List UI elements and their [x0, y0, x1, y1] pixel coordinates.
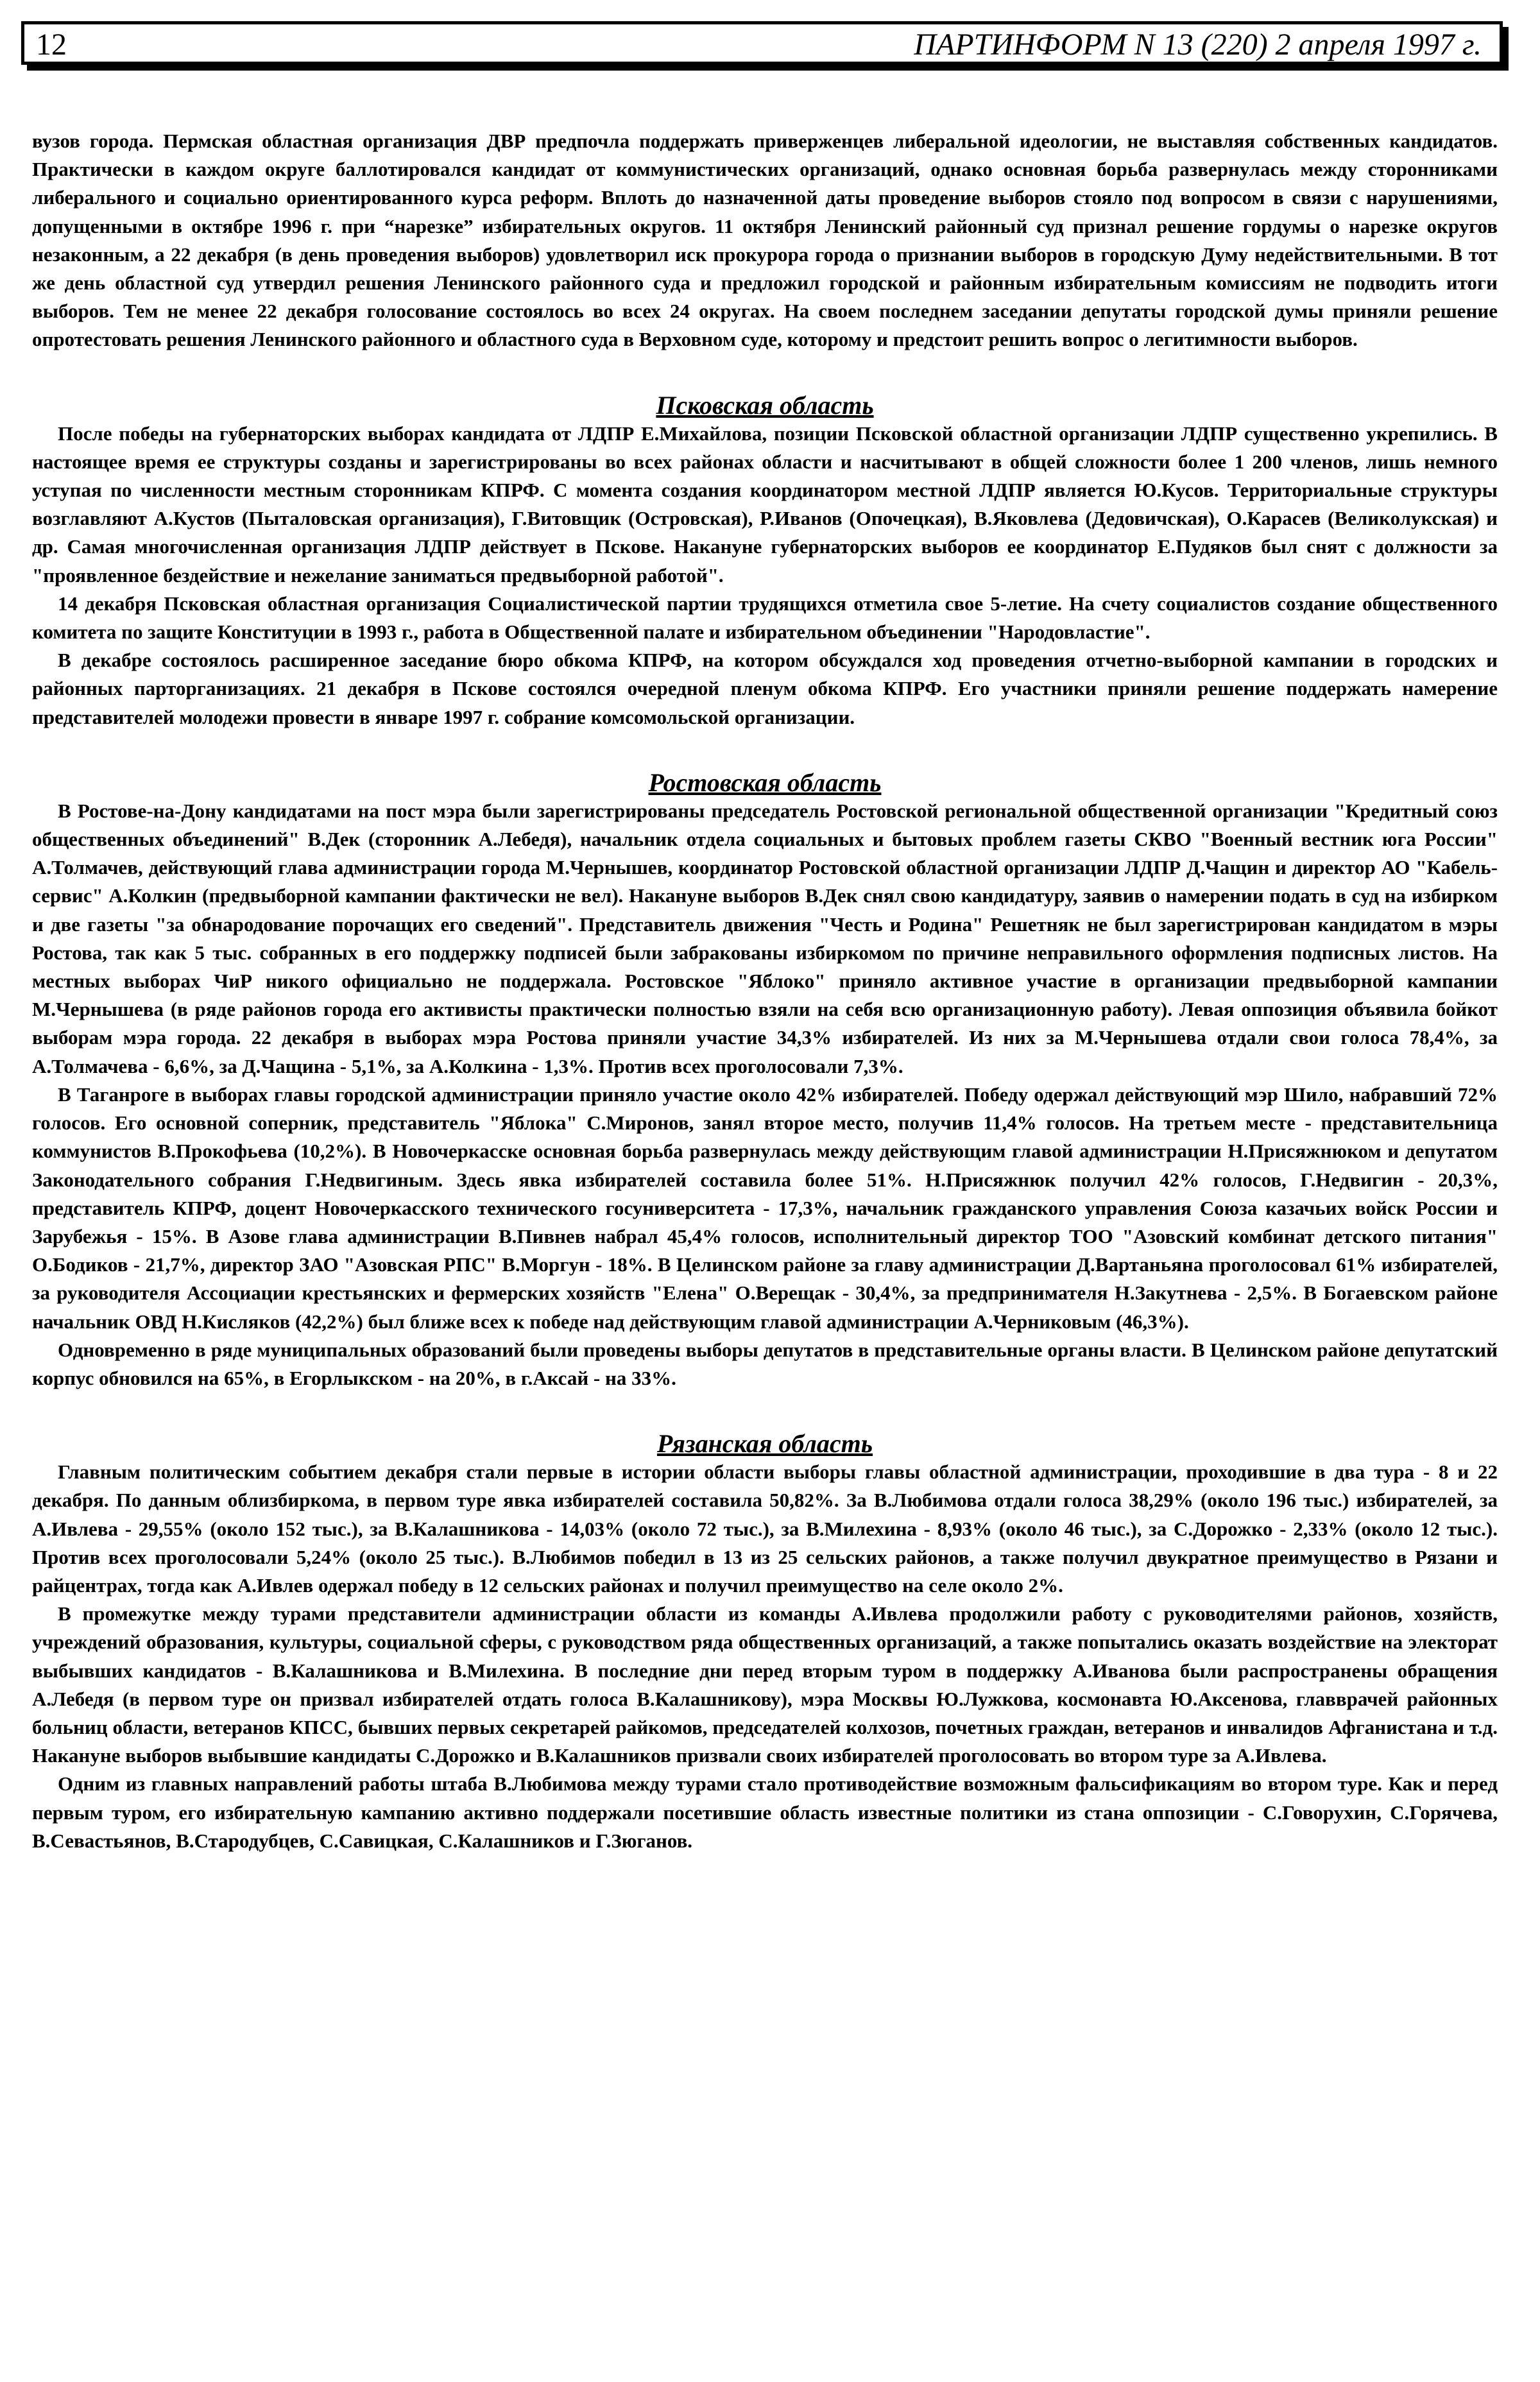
article-body [32, 127, 1498, 1855]
paragraph: В Ростове-на-Дону кандидатами на пост мэра были зарегистрированы председатель Ростовской региональной общественной организации "Кредитный союз общественных объединений" В.Дек (сторонник А.Лебедя), начальник отдела социальных и бытовых проблем газеты СКВО "Военный вестник юга России" А.Толмачев, действующий глава администрации города М.Чернышев, координатор Ростовской областной организации ЛДПР Д.Чащин и директор АО "Кабель-сервис" А.Колкин (предвыборной кампании фактически не вел). Накануне выборов В.Дек снял свою кандидатуру, заявив о намерении подать в суд на избирком и две газеты "за обнародование порочащих его сведений". Представитель движения "Честь и Родина" Решетняк не был зарегистрирован кандидатом в мэры Ростова, так как 5 тыс. собранных в его поддержку подписей были забракованы избиркомом по причине неправильного оформления подписных листов. На местных выборах ЧиР никого официально не поддержала. Ростовское "Яблоко" приняло активное участие в организации предвыборной кампании М.Чернышева (в ряде районов города его активисты практически полностью взяли на себя всю организационную работу). Левая оппозиция объявила бойкот выборам мэра города. 22 декабря в выборах мэра Ростова приняли участие 34,3% избирателей. Из них за М.Чернышева отдали свои голоса 78,4%, за А.Толмачева - 6,6%, за Д.Чащина - 5,1%, за А.Колкина - 1,3%. Против всех проголосовали 7,3%. [32, 799, 1498, 1077]
paragraph: В Таганроге в выборах главы городской администрации приняло участие около 42% избирателей. Победу одержал действующий мэр Шило, набравший 72% голосов. Его основной соперник, представитель "Яблока" С.Миронов, занял второе место, получив 11,4% голосов. На третьем месте - представительница коммунистов В.Прокофьева (10,2%). В Новочеркасске основная борьба развернулась между действующим главой администрации Н.Присяжнюком и депутатом Законодательного собрания Г.Недвигиным. Здесь явка избирателей составила более 51%. Н.Присяжнюк получил 42% голосов, Г.Недвигин - 20,3%, представитель КПРФ, доцент Новочеркасского технического госуниверситета - 17,3%, начальник гражданского управления Союза казачьих войск России и Зарубежья - 15%. В Азове глава администрации В.Пивнев набрал 45,4% голосов, исполнительный директор ТОО "Азовский комбинат детского питания" О.Бодиков - 21,7%, директор ЗАО "Азовская РПС" В.Моргун - 18%. В Целинском районе за главу администрации Д.Вартаньяна проголосовал 61% избирателей, за руководителя Ассоциации крестьянских и фермерских хозяйств "Елена" О.Верещак - 30,4%, за предпринимателя Н.Закутнева - 2,5%. В Богаевском районе начальник ОВД Н.Кисляков (42,2%) был ближе всех к победе над действующим главой администрации А.Черниковым (46,3%). [32, 1083, 1498, 1333]
section-pskov [32, 391, 1498, 732]
paragraph: Одним из главных направлений работы штаба В.Любимова между турами стало противодействие возможным фальсификациям во втором туре. Как и перед первым туром, его избирательную кампанию активно поддержали посетившие область известные политики из стана оппозиции - С.Говорухин, С.Горячева, В.Севастьянов, В.Стародубцев, С.Савицкая, С.Калашников и Г.Зюганов. [32, 1772, 1498, 1852]
page-header [21, 21, 1503, 65]
section-rostov [32, 769, 1498, 1392]
intro-section [32, 127, 1498, 354]
page-number: 12 [36, 28, 67, 62]
section-heading-rostov: Ростовская область [648, 767, 882, 797]
paragraph: В промежутке между турами представители администрации области из команды А.Ивлева продолжили работу с руководителями районов, хозяйств, учреждений образования, культуры, социальной сферы, с руководством ряда общественных организаций, а также попытались оказать воздействие на электорат выбывших кандидатов - В.Калашникова и В.Милехина. В последние дни перед вторым туром в поддержку А.Иванова были распространены обращения А.Лебедя (в первом туре он призвал избирателей отдать голоса В.Калашникову), мэра Москвы Ю.Лужкова, космонавта Ю.Аксенова, главврачей районных больниц области, ветеранов КПСС, бывших первых секретарей райкомов, председателей колхозов, почетных граждан, ветеранов и инвалидов Афганистана и т.д. Накануне выборов выбывшие кандидаты С.Дорожко и В.Калашников призвали своих избирателей проголосовать во втором туре за А.Ивлева. [32, 1602, 1498, 1767]
section-heading-ryazan: Рязанская область [656, 1429, 873, 1459]
paragraph: Главным политическим событием декабря стали первые в истории области выборы главы областной администрации, проходившие в два тура - 8 и 22 декабря. По данным облизбиркома, в первом туре явка избирателей составила 50,82%. За В.Любимова отдали голоса 38,29% (около 196 тыс.) избирателей, за А.Ивлева - 29,55% (около 152 тыс.), за В.Калашникова - 14,03% (около 72 тыс.), за В.Милехина - 8,93% (около 46 тыс.), за С.Дорожко - 2,33% (около 12 тыс.). Против всех проголосовали 5,24% (около 25 тыс.). В.Любимов победил в 13 из 25 сельских районов, а также получил двукратное преимущество в Рязани и райцентрах, тогда как А.Ивлев одержал победу в 12 сельских районах и получил преимущество на селе около 2%. [32, 1461, 1498, 1597]
section-ryazan [32, 1430, 1498, 1855]
section-heading-pskov: Псковская область [656, 390, 874, 420]
intro-paragraph: вузов города. Пермская областная организация ДВР предпочла поддержать приверженцев либеральной идеологии, не выставляя собственных кандидатов. Практически в каждом округе баллотировался кандидат от коммунистических организаций, однако основная борьба развернулась между сторонниками либерального и социально ориентированного курса реформ. Вплоть до назначенной даты проведение выборов стояло под вопросом в связи с нарушениями, допущенными в октябре 1996 г. при “нарезке” избирательных округов. 11 октября Ленинский районный суд признал решение гордумы о нарезке округов незаконным, а 22 декабря (в день проведения выборов) удовлетворил иск прокурора города о признании выборов в городскую Думу недействительными. В тот же день областной суд утвердил решения Ленинского районного суда и предложил городской и районным избирательным комиссиям не подводить итоги выборов. Тем не менее 22 декабря голосование состоялось во всех 24 округах. На своем последнем заседании депутаты городской думы приняли решение опротестовать решения Ленинского районного и областного суда в Верховном суде, которому и предстоит решить вопрос о легитимности выборов. [32, 130, 1498, 351]
running-title: ПАРТИНФОРМ N 13 (220) 2 апреля 1997 г. [914, 28, 1482, 62]
paragraph: 14 декабря Псковская областная организация Социалистической партии трудящихся отметила свое 5-летие. На счету социалистов создание общественного комитета по защите Конституции в 1993 г., работа в Общественной палате и избирательном объединении "Народовластие". [32, 592, 1498, 644]
paragraph: В декабре состоялось расширенное заседание бюро обкома КПРФ, на котором обсуждался ход проведения отчетно-выборной кампании в городских и районных парторганизациях. 21 декабря в Пскове состоялся очередной пленум обкома КПРФ. Его участники приняли решение поддержать намерение представителей молодежи провести в январе 1997 г. собрание комсомольской организации. [32, 649, 1498, 728]
paragraph: Одновременно в ряде муниципальных образований были проведены выборы депутатов в представительные органы власти. В Целинском районе депутатский корпус обновился на 65%, в Егорлыкском - на 20%, в г.Аксай - на 33%. [32, 1338, 1498, 1389]
paragraph: После победы на губернаторских выборах кандидата от ЛДПР Е.Михайлова, позиции Псковской областной организации ЛДПР существенно укрепились. В настоящее время ее структуры созданы и зарегистрированы во всех районах области и насчитывают в общей сложности более 1 200 членов, лишь немного уступая по численности местным сторонникам КПРФ. С момента создания координатором местной ЛДПР является Ю.Кусов. Территориальные структуры возглавляют А.Кустов (Пыталовская организация), Г.Витовщик (Островская), Р.Иванов (Опочецкая), В.Яковлева (Дедовичская), О.Карасев (Великолукская) и др. Самая многочисленная организация ЛДПР действует в Пскове. Накануне губернаторских выборов ее координатор Е.Пудяков был снят с должности за "проявленное бездействие и нежелание заниматься предвыборной работой". [32, 422, 1498, 587]
